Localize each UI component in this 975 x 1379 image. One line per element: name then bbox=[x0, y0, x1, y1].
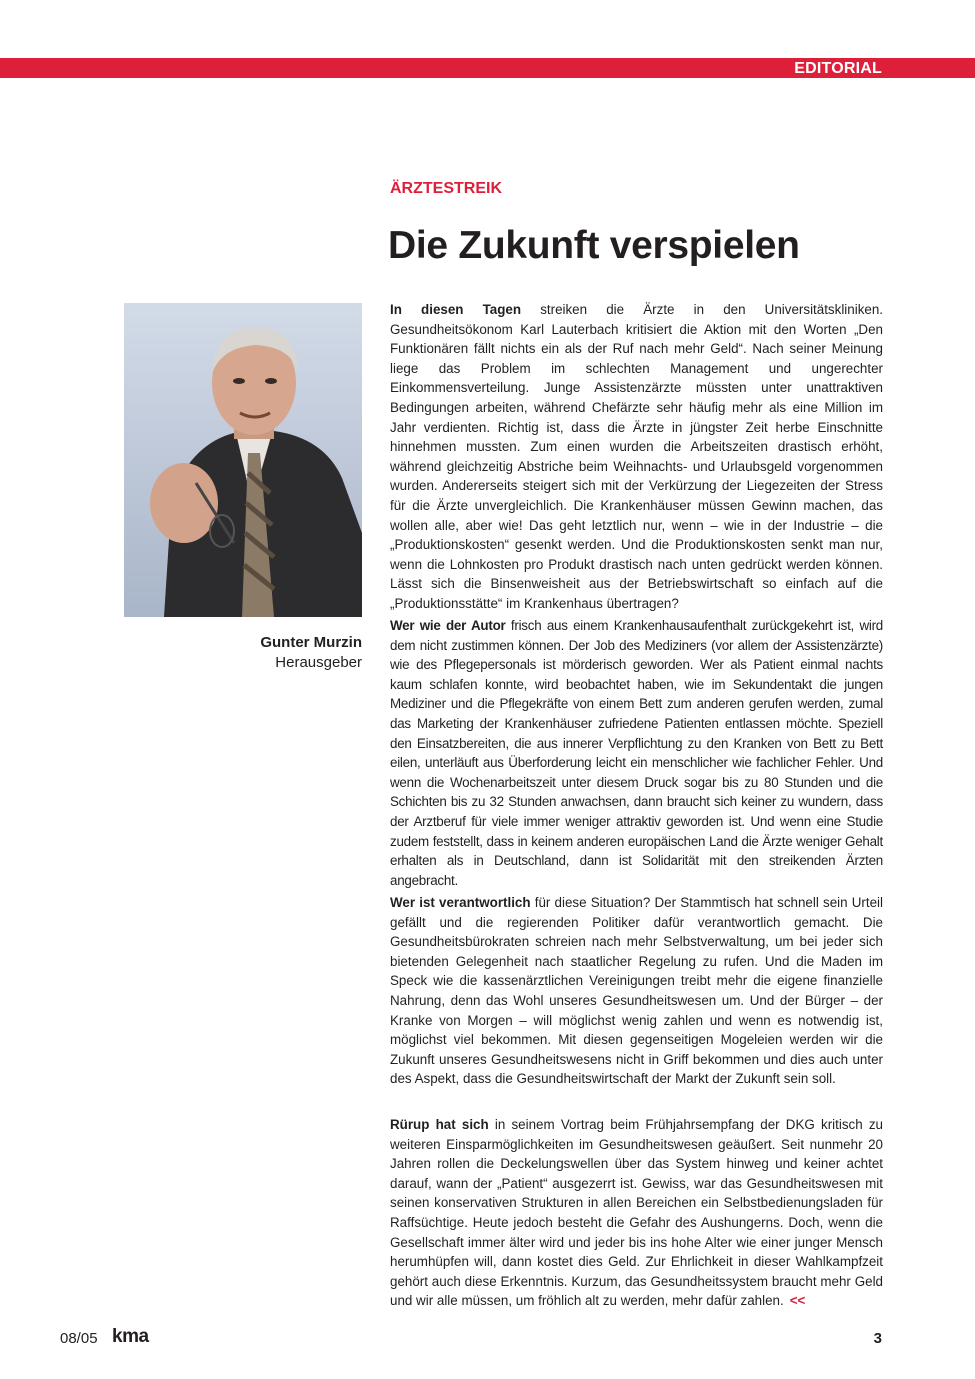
article-body bbox=[390, 300, 883, 1311]
paragraph-1 bbox=[390, 300, 883, 611]
paragraph-2 bbox=[390, 616, 884, 888]
paragraph-text: für diese Situation? Der Stammtisch hat schnell sein Urteil gefällt und die regierenden Politiker dafür verantwortlich gemacht. Die Gesundheitsbürokraten schreien nach mehr Selbstverwaltung, um bei jeder sich bietenden Gelegenheit nach staatlicher Regelung zu rufen. Und die Maden im Speck wie die kassenärztlichen Vereinigungen treibt mehr die eigene finanzielle Nahrung, denn das Wohl unseres Gesundheitswesen um. Und der Bürger – der Kranke von Morgen – will möglichst wenig zahlen und wenn es notwendig ist, möglichst viel bekommen. Mit diesen gegenseitigen Mogeleien werden wir die Zukunft unseres Gesundheitswesens nicht in Griff bekommen und dies auch unter des Aspekt, dass die Gesundheitswirtschaft der Markt der Zukunft sein soll. bbox=[390, 895, 883, 1087]
paragraph-lead: Wer ist verantwortlich bbox=[390, 895, 531, 910]
author-name: Gunter Murzin bbox=[260, 634, 362, 651]
article-title: Die Zukunft verspielen bbox=[388, 224, 800, 267]
paragraph-lead: Rürup hat sich bbox=[390, 1117, 489, 1132]
paragraph-lead: Wer wie der Autor bbox=[390, 618, 506, 633]
author-portrait-illustration bbox=[124, 303, 362, 617]
paragraph-text: in seinem Vortrag beim Frühjahrsempfang der DKG kritisch zu weiteren Einsparmöglichkeiten im Gesundheitswesen geäußert. Seit nunmehr 20 Jahren rollen die Deckelungswellen über das System hinweg und keiner achtet darauf, wann der „Patient“ ausgezerrt ist. Gewiss, war das Gesundheitswesen mit seinen konservativen Strukturen in allen Bereichen ein Selbstbedienungsladen für Raffsüchtige. Heute jedoch besteht die Gefahr des Aushungerns. Doch, wenn die Gesellschaft immer älter wird und jeder bis ins hohe Alter wie einer junger Mensch herumhüpfen will, dann kostet dies Geld. Zur Ehrlichkeit in dieser Wahlkampfzeit gehört auch diese Erkenntnis. Kurzum, das Gesundheitssystem braucht mehr Geld und wir alle müssen, um fröhlich alt zu werden, mehr dafür zahlen. bbox=[390, 1117, 883, 1309]
paragraph-text: frisch aus einem Krankenhausaufenthalt zurückgekehrt ist, wird dem nicht zustimmen können. Der Job des Mediziners (vor allem der Assistenzärzte) wie des Pflegepersonals ist mörderisch geworden. Wer als Patient einmal nachts kaum schlafen konnte, wird beobachtet haben, wie im Sekundentakt die jungen Mediziner und die Pflegekräfte von einem Bett zum anderen gerufen werden, zumal das Marketing der Krankenhäuser zufriedene Patienten entlassen möchte. Speziell den Einsatzbereiten, die aus innerer Verpflichtung zu den Kranken von Bett zu Bett eilen, unterläuft aus Überforderung leicht ein menschlicher wie fachlicher Fehler. Und wenn die Wochenarbeitszeit unter diesem Druck sogar bis zu 80 Stunden und die Schichten bis zu 32 Stunden anwachsen, dann braucht sich keiner zu wundern, dass der Arztberuf für viele immer weniger attraktiv geworden ist. Und wenn eine Studie zudem feststellt, dass in keinem anderen europäischen Land die Ärzte weniger Gehalt erhalten als in Deutschland, dann ist Solidarität mit den streikenden Ärzten angebracht. bbox=[390, 618, 884, 888]
end-of-article-mark: << bbox=[789, 1293, 806, 1309]
paragraph-4 bbox=[390, 1115, 883, 1311]
page-number: 3 bbox=[873, 1330, 882, 1347]
author-photo bbox=[124, 303, 362, 617]
article-kicker: ÄRZTESTREIK bbox=[390, 180, 502, 197]
paragraph-lead: In diesen Tagen bbox=[390, 302, 522, 317]
paragraph-3 bbox=[390, 893, 883, 1093]
magazine-logo: kma bbox=[112, 1326, 149, 1347]
issue-number: 08/05 bbox=[60, 1330, 98, 1347]
section-label: EDITORIAL bbox=[794, 60, 882, 77]
author-role: Herausgeber bbox=[275, 654, 362, 671]
paragraph-text: streiken die Ärzte in den Universitätskliniken. Gesundheitsökonom Karl Lauterbach kritisiert die Aktion mit den Worten „Den Funktionären fällt nichts ein als der Ruf nach mehr Geld“. Nach seiner Meinung liege das Problem im schlechten Management und ungerechter Einkommensverteilung. Junge Assistenzärzte müssten unter unattraktiven Bedingungen arbeiten, während Chefärzte sehr häufig mehr als eine Million im Jahr verdienten. Richtig ist, dass die Ärzte in jüngster Zeit herbe Einschnitte hinnehmen mussten. Zum einen wurden die Arbeitszeiten drastisch erhöht, während gleichzeitig Abstriche beim Weihnachts- und Urlaubsgeld vorgenommen wurden. Andererseits steigert sich mit der Verkürzung der Liegezeiten der Stress für die Ärzte unvergleichlich. Die Krankenhäuser müssen Gewinn machen, das wollen alle, aber wie! Das geht letztlich nur, wenn – wie in der Industrie – die „Produktionskosten“ gesenkt werden. Und die Produktionskosten senkt man nur, wenn die Lohnkosten pro Produkt drastisch nach unten gedrückt werden können. Lässt sich die Binsenweisheit aus der Betriebswirtschaft so einfach auf die „Produktionsstätte“ im Krankenhaus übertragen? bbox=[390, 302, 883, 611]
